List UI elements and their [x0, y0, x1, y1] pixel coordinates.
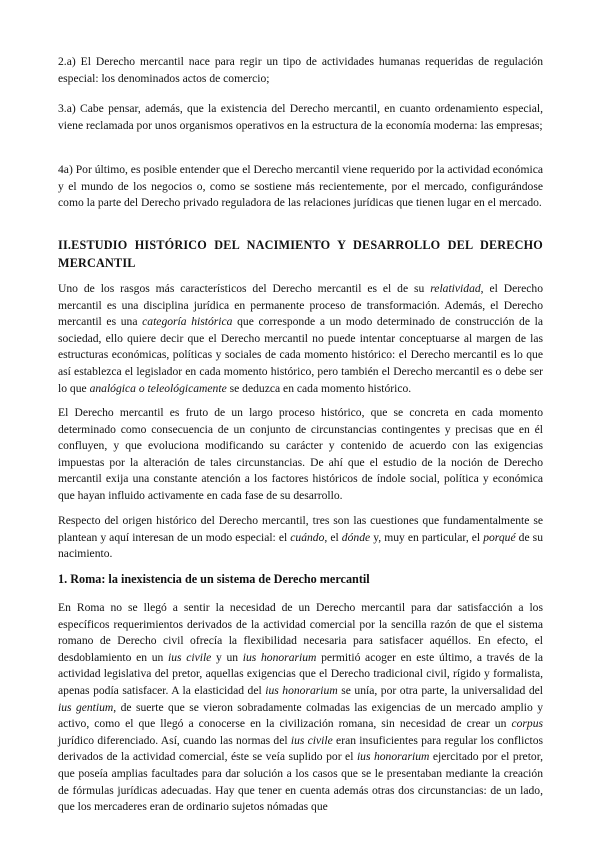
section-heading-estudio-historico: II.ESTUDIO HISTÓRICO DEL NACIMIENTO Y DESARROLLO DEL DERECHO MERCANTIL: [58, 238, 543, 270]
text-run: de su nacimiento.: [58, 530, 543, 561]
italic-run: porqué: [483, 530, 516, 544]
text-run: , de suerte que se vieron sobradamente colmadas las exigencias de un mercado amplio y activo, como el que llegó a conocerse en la civilización romana, sin necesidad de crear un: [58, 700, 543, 731]
text-run: permitió acoger en este último, a través de la actividad legislativa del pretor, aquellas exigencias que el Derecho tradicional civil, rígido y formalista, apenas podía satisfacer. A la elasticidad del: [58, 650, 544, 697]
italic-run: ius honorarium: [356, 750, 430, 764]
text-run: , el Derecho mercantil es una disciplina jurídica en permanente proceso de transformación. Además, el Derecho mercantil es una: [58, 282, 544, 329]
italic-run: ius civile: [290, 733, 333, 747]
italic-run: analógica o teleológicamente: [89, 381, 227, 395]
italic-run: cuándo: [290, 530, 325, 544]
paragraph-origen-historico: [58, 513, 543, 563]
paragraph-mercado: 4a) Por último, es posible entender que el Derecho mercantil viene requerido por la actividad económica y el mundo de los negocios o, como se sostiene más recientemente, por el mercado, configurándose como la parte del Derecho privado reguladora de las relaciones jurídicas que tienen lugar en el mercado.: [58, 163, 543, 210]
paragraph-empresas: 3.a) Cabe pensar, además, que la existencia del Derecho mercantil, en cuanto ordenamiento especial, viene reclamada por unos organismos operativos en la estructura de la economía moderna: las empresas;: [58, 102, 543, 132]
paragraph-relatividad: [58, 281, 543, 397]
text-run: ejercitado por el pretor, que poseía amplias facultades para dar solución a los casos que se le presentaban mediante la creación de fórmulas jurídicas adecuadas. Hay que tener en cuenta además otras dos circunstancias: de un lado, que los mercaderes eran de ordinario sujetos nómadas que: [58, 750, 544, 814]
text-run: que corresponde a un modo determinado de construcción de la sociedad, ello quiere decir que el Derecho mercantil no puede intentar conceptuarse al margen de las estructuras económicas, políticas y sociales de cada momento histórico: el Derecho mercantil es lo que así establezca el legislador en cada momento histórico, pero también el Derecho mercantil es o debe ser lo que: [58, 315, 543, 395]
text-run: jurídico diferenciado. Así, cuando las normas del: [58, 733, 291, 747]
text-run: Respecto del origen histórico del Derecho mercantil, tres son las cuestiones que fundamentalmente se plantean y aquí interesan de un modo especial: el: [58, 514, 543, 544]
text-run: En Roma no se llegó a sentir la necesidad de un Derecho mercantil para dar satisfacción a los específicos requerimientos derivados de la actividad comercial por la sencilla razón de que el sistema romano de Derecho civil ofrecía la flexibilidad necesaria para satisfacer aquéllos. En efecto, el desdoblamiento en un: [58, 601, 543, 664]
text-run: eran insuficientes para regular los conflictos derivados de la actividad comercial, éste se veía suplido por el: [58, 733, 544, 764]
italic-run: ius civile: [168, 650, 212, 664]
text-run: se deduzca en cada momento histórico.: [226, 381, 412, 395]
subsection-heading-roma: 1. Roma: la inexistencia de un sistema de Derecho mercantil: [58, 572, 370, 586]
italic-run: corpus: [511, 717, 543, 731]
text-run: se unía, por otra parte, la universalidad del: [337, 683, 543, 697]
text-run: Uno de los rasgos más característicos del Derecho mercantil es el de su: [58, 282, 431, 295]
paragraph-actos-de-comercio: 2.a) El Derecho mercantil nace para regir un tipo de actividades humanas requeridas de regulación especial: los denominados actos de comercio;: [58, 55, 543, 85]
italic-run: dónde: [341, 530, 371, 544]
text-run: y, muy en particular, el: [370, 530, 484, 544]
paragraph-roma: [58, 600, 543, 816]
italic-run: ius gentium: [58, 700, 114, 714]
paragraph-proceso-historico: El Derecho mercantil es fruto de un largo proceso histórico, que se concreta en cada momento determinado como consecuencia de un conjunto de circunstancias contingentes y precisas que en él confluyen, y que evoluciona modificando su carácter y contenido de acuerdo con las exigencias impuestas por la alteración de tales circunstancias. De ahí que el estudio de la noción de Derecho mercantil exija una constante atención a los factores históricos de índole social, política y económica que hayan influido activamente en cada fase de su desarrollo.: [58, 406, 543, 502]
italic-run: ius honorarium: [242, 650, 317, 664]
italic-run: relatividad: [430, 282, 481, 295]
text-run: , el: [324, 530, 342, 544]
text-run: y un: [211, 650, 243, 664]
italic-run: categoría histórica: [142, 315, 233, 329]
italic-run: ius honorarium: [265, 683, 338, 697]
